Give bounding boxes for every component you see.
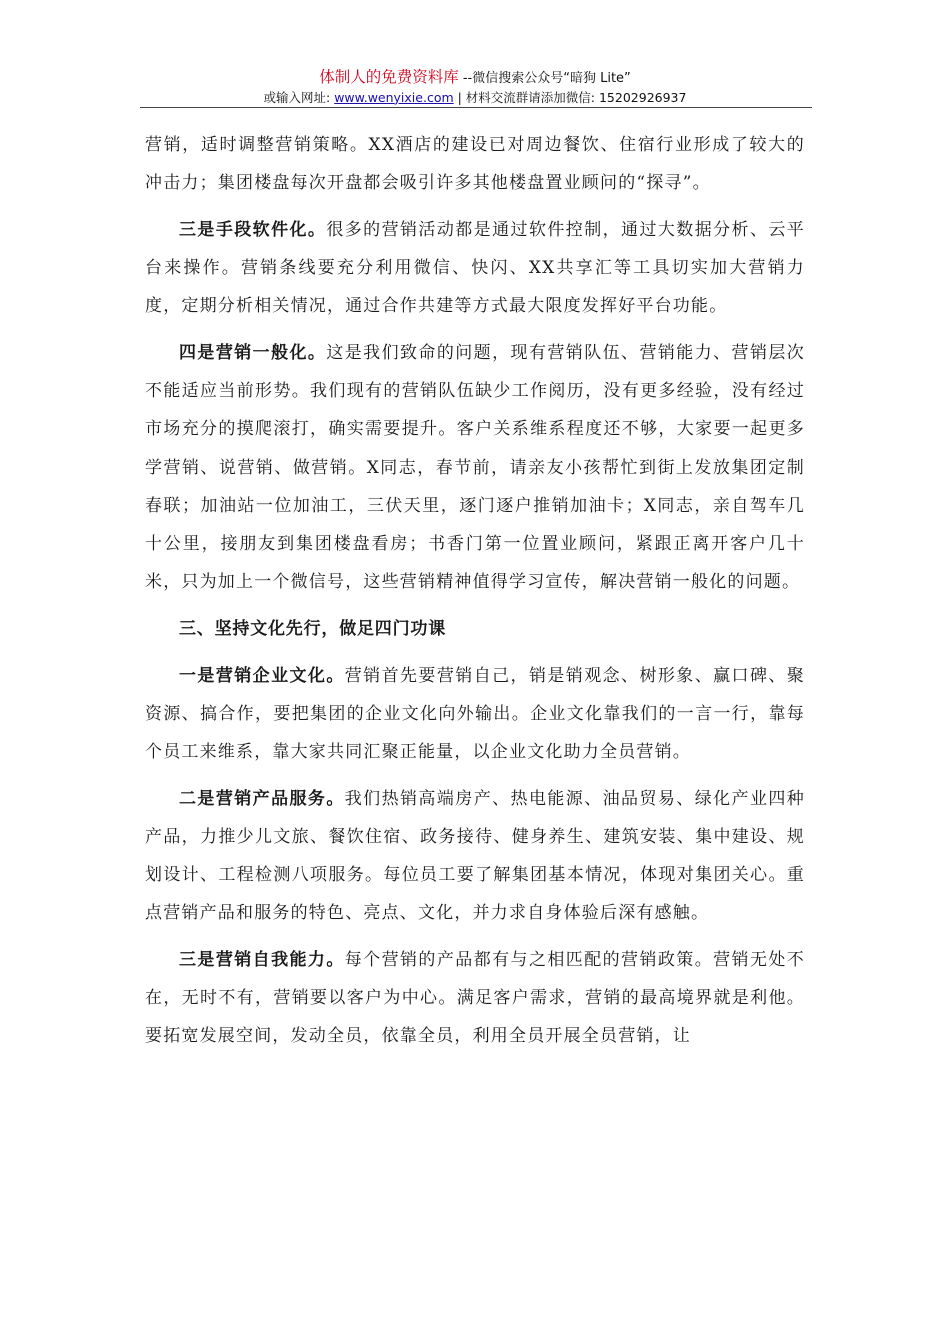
paragraph-lead: 一是营销企业文化。	[179, 665, 345, 686]
header-contact-line	[0, 90, 950, 105]
paragraph-third-point	[145, 211, 805, 326]
paragraph-text: 这是我们致命的问题，现有营销队伍、营销能力、营销层次不能适应当前形势。我们现有的营销队伍缺少工作阅历，没有更多经验，没有经过市场充分的摸爬滚打，确实需要提升。客户关系维系程度还不够，大家要一起更多学营销、说营销、做营销。X同志，春节前，请亲友小孩帮忙到街上发放集团定制春联；加油站一位加油工，三伏天里，逐门逐户推销加油卡；X同志，亲自驾车几十公里，接朋友到集团楼盘看房；书香门第一位置业顾问，紧跟正离开客户几十米，只为加上一个微信号，这些营销精神值得学习宣传，解决营销一般化的问题。	[145, 343, 805, 593]
paragraph-first-lesson	[145, 657, 805, 772]
page-header	[0, 68, 950, 105]
paragraph-text: 每个营销的产品都有与之相匹配的营销政策。营销无处不在，无时不有，营销要以客户为中心。满足客户需求，营销的最高境界就是利他。要拓宽发展空间，发动全员，依靠全员，利用全员开展全员营销，让	[145, 950, 805, 1047]
document-body	[145, 126, 805, 1056]
paragraph-lead: 三是手段软件化。	[179, 219, 327, 240]
paragraph-lead: 二是营销产品服务。	[179, 788, 345, 809]
paragraph-third-lesson	[145, 941, 805, 1056]
paragraph-lead: 三是营销自我能力。	[179, 950, 345, 971]
header-divider	[140, 107, 812, 108]
header-tagline: --微信搜索公众号“暗狗 Lite”	[458, 71, 631, 86]
site-link[interactable]: www.wenyixie.com	[334, 89, 454, 105]
section-heading: 三、坚持文化先行，做足四门功课	[179, 618, 446, 639]
paragraph-second-lesson	[145, 780, 805, 933]
paragraph-text: 营销，适时调整营销策略。XX酒店的建设已对周边餐饮、住宿行业形成了较大的冲击力；集团楼盘每次开盘都会吸引许多其他楼盘置业顾问的“探寻”。	[145, 135, 805, 194]
paragraph-text: 我们热销高端房产、热电能源、油品贸易、绿化产业四种产品，力推少儿文旅、餐饮住宿、政务接待、健身养生、建筑安装、集中建设、规划设计、工程检测八项服务。每位员工要了解集团基本情况，体现对集团关心。重点营销产品和服务的特色、亮点、文化，并力求自身体验后深有感触。	[145, 788, 805, 924]
paragraph-fourth-point	[145, 334, 805, 601]
paragraph-text: 很多的营销活动都是通过软件控制，通过大数据分析、云平台来操作。营销条线要充分利用微信、快闪、XX共享汇等工具切实加大营销力度，定期分析相关情况，通过合作共建等方式最大限度发挥好平台功能。	[145, 219, 805, 317]
paragraph-continued	[145, 126, 805, 202]
header-title-line	[0, 68, 950, 87]
brand-name: 体制人的免费资料库	[319, 68, 459, 86]
site-prefix: 或输入网址:	[263, 89, 335, 105]
contact-info: | 材料交流群请添加微信: 15202926937	[453, 89, 687, 105]
paragraph-lead: 四是营销一般化。	[179, 343, 327, 364]
paragraph-text: 营销首先要营销自己，销是销观念、树形象、赢口碑、聚资源、搞合作，要把集团的企业文化向外输出。企业文化靠我们的一言一行，靠每个员工来维系，靠大家共同汇聚正能量，以企业文化助力全员营销。	[145, 665, 805, 763]
